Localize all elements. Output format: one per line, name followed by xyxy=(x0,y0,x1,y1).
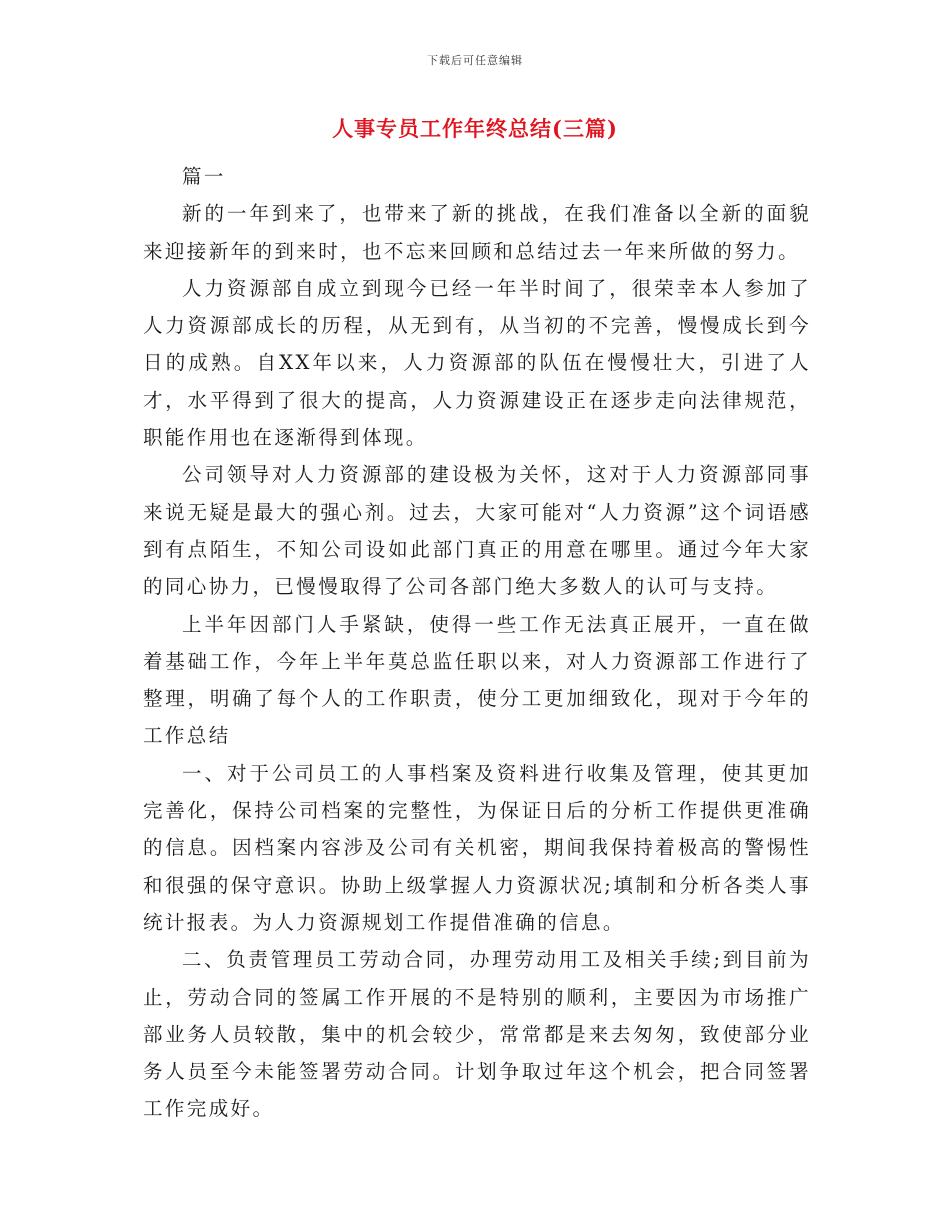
paragraph: 二、负责管理员工劳动合同，办理劳动用工及相关手续;到目前为止，劳动合同的签属工作开展的不是特别的顺利，主要因为市场推广部业务人员较散，集中的机会较少，常常都是来去匆匆，致使部分业务人员至今未能签署劳动合同。计划争取过年这个机会，把合同签署工作完成好。 xyxy=(143,948,811,1121)
section-label: 篇一 xyxy=(182,165,226,188)
document-body xyxy=(143,158,811,1128)
document-title: 人事专员工作年终总结(三篇) xyxy=(332,116,618,141)
paragraph: 人力资源部自成立到现今已经一年半时间了，很荣幸本人参加了人力资源部成长的历程，从无到有，从当初的不完善，慢慢成长到今日的成熟。自XX年以来，人力资源部的队伍在慢慢壮大，引进了人才，水平得到了很大的提高，人力资源建设正在逐步走向法律规范，职能作用也在逐渐得到体现。 xyxy=(143,276,811,450)
paragraph: 新的一年到来了，也带来了新的挑战，在我们准备以全新的面貌来迎接新年的到来时，也不忘来回顾和总结过去一年来所做的努力。 xyxy=(143,202,811,263)
paragraph: 公司领导对人力资源部的建设极为关怀，这对于人力资源部同事来说无疑是最大的强心剂。过去，大家可能对“人力资源”这个词语感到有点陌生，不知公司设如此部门真正的用意在哪里。通过今年大家的同心协力，已慢慢取得了公司各部门绝大多数人的认可与支持。 xyxy=(143,463,811,599)
paragraph: 上半年因部门人手紧缺，使得一些工作无法真正展开，一直在做着基础工作，今年上半年莫总监任职以来，对人力资源部工作进行了整理，明确了每个人的工作职责，使分工更加细致化，现对于今年的工作总结 xyxy=(143,612,811,748)
header-note: 下载后可任意编辑 xyxy=(427,54,523,67)
paragraph: 一、对于公司员工的人事档案及资料进行收集及管理，使其更加完善化，保持公司档案的完整性，为保证日后的分析工作提供更准确的信息。因档案内容涉及公司有关机密，期间我保持着极高的警惕性和很强的保守意识。协助上级掌握人力资源状况;填制和分析各类人事统计报表。为人力资源规划工作提借准确的信息。 xyxy=(143,761,811,934)
